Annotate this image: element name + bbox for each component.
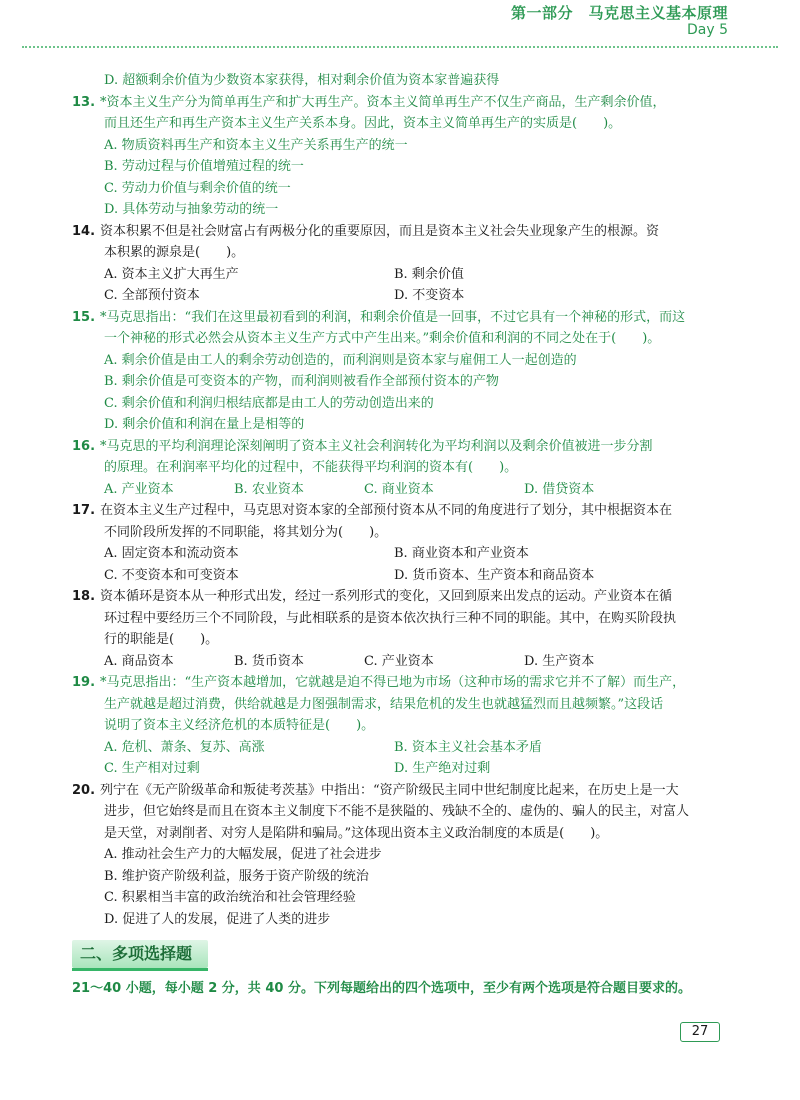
option-d: D. 货币资本、生产资本和商品资本 [394, 567, 595, 583]
option-c: C. 全部预付资本 [104, 288, 200, 303]
option-d: D. 生产资本 [524, 653, 595, 669]
option-b: B. 维护资产阶级利益，服务于资产阶级的统治 [104, 868, 369, 884]
question-stem-line: 而且还生产和再生产资本主义生产关系本身。因此，资本主义简单再生产的实质是( )。 [104, 116, 622, 131]
question-stem-line: 是天堂，对剥削者、对穷人是陷阱和骗局。”这体现出资本主义政治制度的本质是( )。 [104, 825, 609, 841]
option-b: B. 农业资本 [234, 481, 304, 497]
question-stem-line: 不同阶段所发挥的不同职能，将其划分为( )。 [104, 524, 388, 540]
option-b: B. 商业资本和产业资本 [394, 546, 529, 561]
page-header [0, 0, 800, 48]
question-content [72, 70, 724, 1000]
page-number: 27 [680, 1022, 720, 1042]
question-17 [72, 500, 724, 586]
question-number: 13. [72, 94, 96, 110]
option-d: D. 剩余价值和利润在量上是相等的 [104, 417, 305, 432]
question-stem-line: 资本积累不但是社会财富占有两极分化的重要原因，而且是资本主义社会失业现象产生的根源。资 [100, 223, 660, 239]
option-c: C. 劳动力价值与剩余价值的统一 [104, 180, 291, 196]
option-d: D. 具体劳动与抽象劳动的统一 [104, 202, 279, 217]
option-a: A. 固定资本和流动资本 [104, 546, 239, 561]
option-c: C. 剩余价值和利润归根结底都是由工人的劳动创造出来的 [104, 395, 434, 411]
question-stem-line: 列宁在《无产阶级革命和叛徒考茨基》中指出：“资产阶级民主同中世纪制度比起来，在历史上是一大 [100, 782, 679, 798]
part-title: 第一部分 马克思主义基本原理 [510, 4, 728, 22]
question-number: 15. [72, 309, 96, 325]
option-c: C. 积累相当丰富的政治统治和社会管理经验 [104, 890, 356, 905]
question-20 [72, 780, 724, 931]
option-a: A. 推动社会生产力的大幅发展，促进了社会进步 [104, 847, 382, 862]
question-15 [72, 307, 724, 436]
option-a: A. 资本主义扩大再生产 [104, 266, 239, 282]
option-a: A. 商品资本 [104, 653, 174, 669]
question-stem-line: 进步，但它始终是而且在资本主义制度下不能不是狭隘的、残缺不全的、虚伪的、骗人的民主，对富人 [104, 804, 690, 819]
question-stem-line: *马克思的平均利润理论深刻阐明了资本主义社会利润转化为平均利润以及剩余价值被进一步分割 [100, 438, 653, 454]
option-b: B. 剩余价值是可变资本的产物，而利润则被看作全部预付资本的产物 [104, 374, 499, 389]
question-stem-line: 本积累的源泉是( )。 [104, 245, 245, 260]
day-label: Day 5 [686, 22, 728, 38]
question-stem-line: *资本主义生产分为简单再生产和扩大再生产。资本主义简单再生产不仅生产商品，生产剩余价值， [100, 94, 666, 110]
section-instruction: 21～40 小题，每小题 2 分，共 40 分。下列每题给出的四个选项中，至少有两个选项是符合题目要求的。 [72, 981, 691, 996]
option-a: A. 危机、萧条、复苏、高涨 [104, 739, 265, 755]
question-13 [72, 92, 724, 221]
option-d: D. 借贷资本 [524, 481, 595, 497]
option-d: D. 生产绝对过剩 [394, 761, 491, 776]
question-stem-line: *马克思指出：“生产资本越增加，它就越是迫不得已地为市场（这种市场的需求它并不了解）而生产， [100, 675, 686, 690]
question-stem-line: 的原理。在利润率平均化的过程中，不能获得平均利润的资本有( )。 [104, 460, 518, 475]
question-stem-line: 说明了资本主义经济危机的本质特征是( )。 [104, 718, 375, 733]
question-stem-line: 资本循环是资本从一种形式出发，经过一系列形式的变化，又回到原来出发点的运动。产业资本在循 [100, 589, 673, 604]
question-stem-line: 环过程中要经历三个不同阶段，与此相联系的是资本依次执行三种不同的职能。其中，在购买阶段执 [104, 610, 677, 626]
question-number: 19. [72, 675, 96, 690]
continued-option-line: D. 超额剩余价值为少数资本家获得，相对剩余价值为资本家普遍获得 [104, 73, 500, 88]
option-b: B. 剩余价值 [394, 266, 464, 282]
question-number: 14. [72, 223, 96, 239]
question-stem-line: *马克思指出：“我们在这里最初看到的利润，和剩余价值是一回事，不过它具有一个神秘的形式，而这 [100, 309, 686, 325]
option-a: A. 物质资料再生产和资本主义生产关系再生产的统一 [104, 137, 408, 153]
question-18 [72, 586, 724, 672]
option-c: C. 产业资本 [364, 653, 434, 669]
question-number: 18. [72, 589, 96, 604]
question-stem-line: 在资本主义生产过程中，马克思对资本家的全部预付资本从不同的角度进行了划分，其中根据资本在 [100, 503, 673, 518]
question-number: 16. [72, 438, 96, 454]
option-d: D. 促进了人的发展，促进了人类的进步 [104, 911, 331, 927]
option-b: B. 劳动过程与价值增殖过程的统一 [104, 159, 304, 174]
question-stem-line: 生产就越是超过消费，供给就越是力图强制需求，结果危机的发生也就越猛烈而且越频繁。”这段话 [104, 696, 664, 712]
option-d: D. 不变资本 [394, 288, 465, 303]
question-16 [72, 436, 724, 501]
header-divider [22, 46, 778, 48]
question-number: 20. [72, 782, 96, 798]
option-c: C. 不变资本和可变资本 [104, 567, 239, 583]
section-heading: 二、多项选择题 [72, 940, 208, 968]
question-stem-line: 一个神秘的形式必然会从资本主义生产方式中产生出来。”剩余价值和利润的不同之处在于( )。 [104, 331, 661, 346]
question-number: 17. [72, 503, 96, 518]
question-19 [72, 672, 724, 780]
option-b: B. 货币资本 [234, 653, 304, 669]
option-c: C. 商业资本 [364, 481, 434, 497]
option-a: A. 产业资本 [104, 481, 174, 497]
question-stem-line: 行的职能是( )。 [104, 632, 219, 647]
option-b: B. 资本主义社会基本矛盾 [394, 739, 542, 755]
question-14 [72, 221, 724, 307]
option-c: C. 生产相对过剩 [104, 761, 200, 776]
option-a: A. 剩余价值是由工人的剩余劳动创造的，而利润则是资本家与雇佣工人一起创造的 [104, 352, 577, 368]
